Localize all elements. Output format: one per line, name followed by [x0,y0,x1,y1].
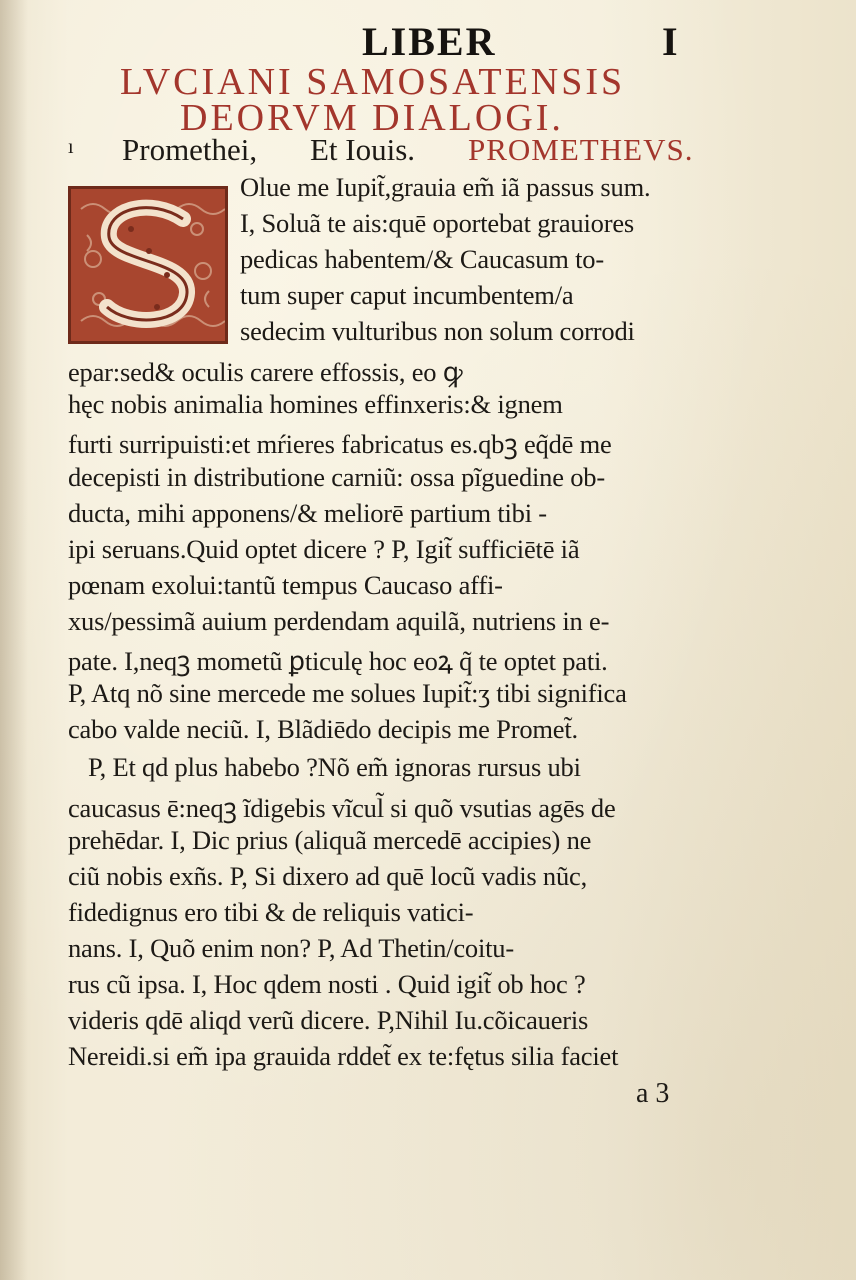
text-line-11: ipi seruans.Quid optet dicere ? P, Igit̃ sufficiētē iã [68,534,580,564]
text-line-20: ciũ nobis exñs. P, Si dixero ad quē locũ vadis nũc, [68,861,587,891]
running-head-title: LIBER [362,19,497,64]
text-line-5: sedecim vulturibus non solum corrodi [240,316,635,346]
text-line-14: pate. I,neqꝫ mometũ ꝑticulę hoc eoꝝ q̃ te optet pati. [68,646,608,676]
text-line-8: furti surripuisti:et mŕieres fabricatus es.qbꝫ eq̃dē me [68,429,612,459]
decorated-initial [68,186,228,344]
speaker-heading: PROMETHEVS. [468,132,694,167]
paragraph-mark: ı [68,136,74,158]
folio-number: I [662,19,678,64]
text-line-10: ducta, mihi apponens/& meliorē partium tibi - [68,498,547,528]
text-line-3: pedicas habentem/& Caucasum to- [240,244,604,274]
text-line-13: xus/pessimã auium perdendam aquilã, nutriens in e- [68,606,610,636]
running-head [0,14,856,64]
text-line-1: Olue me Iupit̃,grauia em̃ iã passus sum. [240,172,651,202]
text-line-17: P, Et qd plus habebo ?Nõ em̃ ignoras rursus ubi [88,752,581,782]
decorated-initial-art [71,189,225,341]
work-title-line-1: LVCIANI SAMOSATENSIS [120,61,626,103]
text-line-22: nans. I, Quõ enim non? P, Ad Thetin/coitu- [68,933,514,963]
text-line-4: tum super caput incumbentem/a [240,280,574,310]
speaker-jupiter: Et Iouis. [310,132,416,167]
text-line-18: caucasus ē:neqꝫ ĩdigebis vĩcul̃ si quõ vsutias agēs de [68,793,616,823]
speaker-line [64,132,764,176]
text-line-19: prehēdar. I, Dic prius (aliquã mercedē accipies) ne [68,825,592,855]
text-line-23: rus cũ ipsa. I, Hoc qdem nosti . Quid igit̃ ob hoc ? [68,969,586,999]
text-line-24: videris qdē aliqd verũ dicere. P,Nihil Iu.cõicaueris [68,1005,589,1035]
speaker-prometheus: Promethei, [122,132,258,167]
text-line-9: decepisti in distributione carniũ: ossa pĩguedine ob- [68,462,605,492]
text-line-15: P, Atq nõ sine mercede me solues Iupit̃:ʒ tibi significa [68,678,627,708]
signature-mark: a 3 [636,1078,670,1109]
text-line-25: Nereidi.si em̃ ipa grauida rddet̃ ex te:fętus silia faciet [68,1041,619,1071]
text-line-2: I, Soluã te ais:quē oportebat grauiores [240,208,634,238]
text-line-6: epar:sed& oculis carere effossis, eo ꝙ [68,357,463,387]
text-line-16: cabo valde neciũ. I, Blãdiēdo decipis me Promet̃. [68,714,578,744]
work-title-line-2: DEORVM DIALOGI. [180,97,564,139]
text-line-21: fidedignus ero tibi & de reliquis vatici- [68,897,474,927]
text-line-7: hęc nobis animalia homines effinxeris:& ignem [68,389,563,419]
text-line-12: pœnam exolui:tantũ tempus Caucaso affi- [68,570,503,600]
